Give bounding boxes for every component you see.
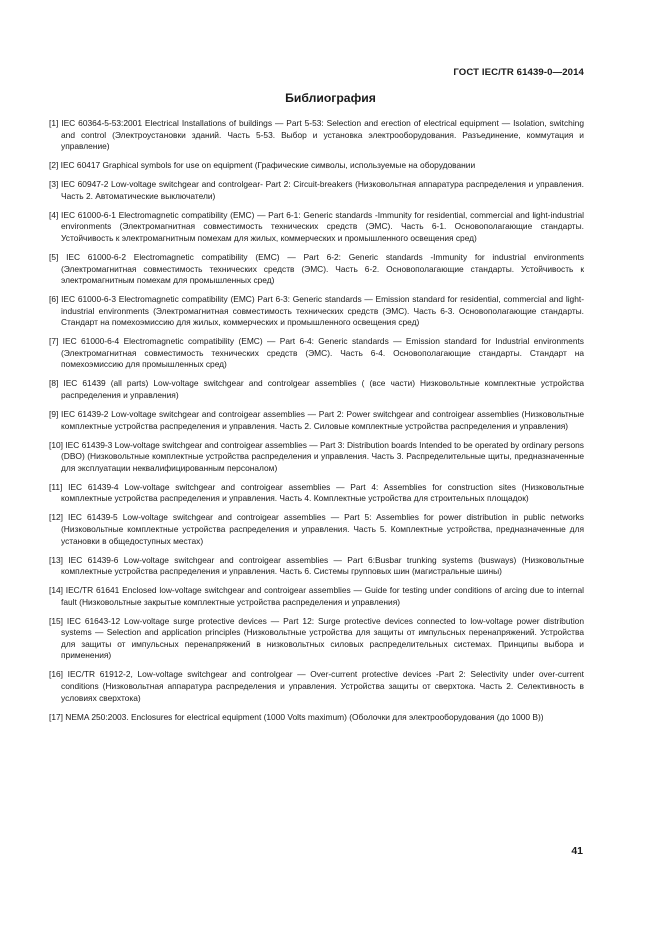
bibliography-entry-14: [14] IEC/TR 61641 Enclosed low-voltage switchgear and controigear assemblies — Guide for testing under conditions of arcing due to internal fault (Низковольтные закрытые комплектные устройства распределения и управления) (49, 585, 584, 607)
bibliography-list (49, 118, 584, 731)
bibliography-entry-13: [13] IEC 61439-6 Low-voltage switchgear and controigear assemblies — Part 6:Busbar trunking systems (busways) (Низковольтные комплектные устройства распределения и управления. Часть 6. Системы групповых шин (магистральные шины) (49, 554, 584, 577)
bibliography-entry-7: [7] IEC 61000-6-4 Electromagnetic compatibility (EMC) — Part 6-4: Generic standards — Emission standard for Industrial environments (Электромагнитная совместимость технических средств (ЭМС). Часть 6-4. Основополагающие стандарты. Стандарт на помехоэмиссию для промышленных сред) (49, 336, 584, 370)
bibliography-entry-2: [2] IEC 60417 Graphical symbols for use on equipment (Графические символы, используемые на оборудовании (49, 160, 476, 171)
document-code-header: ГОСТ IEC/TR 61439-0—2014 (453, 67, 584, 78)
bibliography-entry-8: [8] IEC 61439 (all parts) Low-voltage switchgear and controlgear assemblies ( (все части) Низковольтные комплектные устройства распределения и управления) (49, 378, 584, 401)
bibliography-entry-1: [1] IEC 60364-5-53:2001 Electrical Installations of buildings — Part 5-53: Selection and erection of electrical equipment — Isolation, switching and control (Электроустановки зданий. Часть 5-53. Выбор и установка электрооборудования. Разъединение, коммутация и управление) (49, 118, 584, 152)
bibliography-entry-12: [12] IEC 61439-5 Low-voltage switchgear and controigear assemblies — Part 5: Assemblies for power distribution in public networks (Низковольтные комплектные устройства распределения и управления. Часть 5. Комплектные устройства, предназначенные для установки в общедоступных местах) (49, 512, 584, 546)
bibliography-entry-16: [16] IEC/TR 61912-2, Low-voltage switchgear and controlgear — Over-current protective devices -Part 2: Selectivity under over-current conditions (Низковольтная аппаратура распределения и управления. Устройства защиты от сверхтока. Часть 2. Селективность в условиях сверхтока) (49, 669, 584, 703)
bibliography-entry-4: [4] IEC 61000-6-1 Electromagnetic compatibility (EMC) — Part 6-1: Generic standards -Immunity for residential, commercial and light-industrial environments (Электромагнитная совместимость технических средств (ЭМС). Часть 6-1. Основополагающие стандарты. Устойчивость к электромагнитным помехам для жилых, коммерческих и промышленного освещения сред) (49, 209, 584, 243)
bibliography-entry-5: [5] IEC 61000-6-2 Electromagnetic compatibility (EMC) — Part 6-2: Generic standards -Immunity for industrial environments (Электромагнитная совместимость технических средств (ЭМС). Часть 6-2. Основополагающие стандарты. Устойчивость к электромагнитным помехам для промышленных сред) (49, 251, 584, 286)
bibliography-entry-3: [3] IEC 60947-2 Low-voltage switchgear and controlgear- Part 2: Circuit-breakers (Низковольтная аппаратура распределения и управления. Часть 2. Автоматические выключатели) (49, 179, 584, 201)
page-title: Библиография (285, 91, 376, 105)
bibliography-entry-9: [9] IEC 61439-2 Low-voltage switchgear and controigear assemblies — Part 2: Power switchgear and controigear assemblies (Низковольтные комплектные устройства распределения и управления. Часть 2. Силовые комплектные устройства распределения и управления) (49, 409, 584, 431)
bibliography-entry-17: [17] NEMA 250:2003. Enclosures for electrical equipment (1000 Volts maximum) (Оболочки для электрооборудования (до 1000 В)) (49, 711, 544, 722)
bibliography-entry-6: [6] IEC 61000-6-3 Electromagnetic compatibility (EMC) Part 6-3: Generic standards — Emission standard for residential, commercial and light-industrial environments (Электромагнитная совместимость технических средств (ЭМС). Часть 6-3. Основополагающие стандарты. Стандарт на помехоэмиссию для жилых, коммерческих и промышленного освещения сред) (49, 294, 584, 328)
page-number: 41 (571, 845, 583, 857)
bibliography-entry-15: [15] IEC 61643-12 Low-voltage surge protective devices — Part 12: Surge protective devices connected to low-voltage power distribution systems — Selection and application principles (Низковольтные устройства для защиты от импульсных перенапряжений. Устройства для защиты от импульсных перенапряжений в низковольтных силовых распределительных системах. Принципы выбора и применения) (49, 615, 584, 661)
bibliography-entry-11: [11] IEC 61439-4 Low-voltage switchgear and controigear assemblies — Part 4: Assemblies for construction sites (Низковольтные комплектные устройства распределения и управления. Часть 4. Комплектные устройства для строительных площадок) (49, 481, 584, 504)
bibliography-entry-10: [10] IEC 61439-3 Low-voltage switchgear and controigear assemblies — Part 3: Distribution boards Intended to be operated by ordinary persons (DBO) (Низковольтные комплектные устройства распределения и управления. Часть 3. Распределительные щиты, предназначенные для эксплуатации неквалифицированным персоналом) (49, 439, 584, 473)
